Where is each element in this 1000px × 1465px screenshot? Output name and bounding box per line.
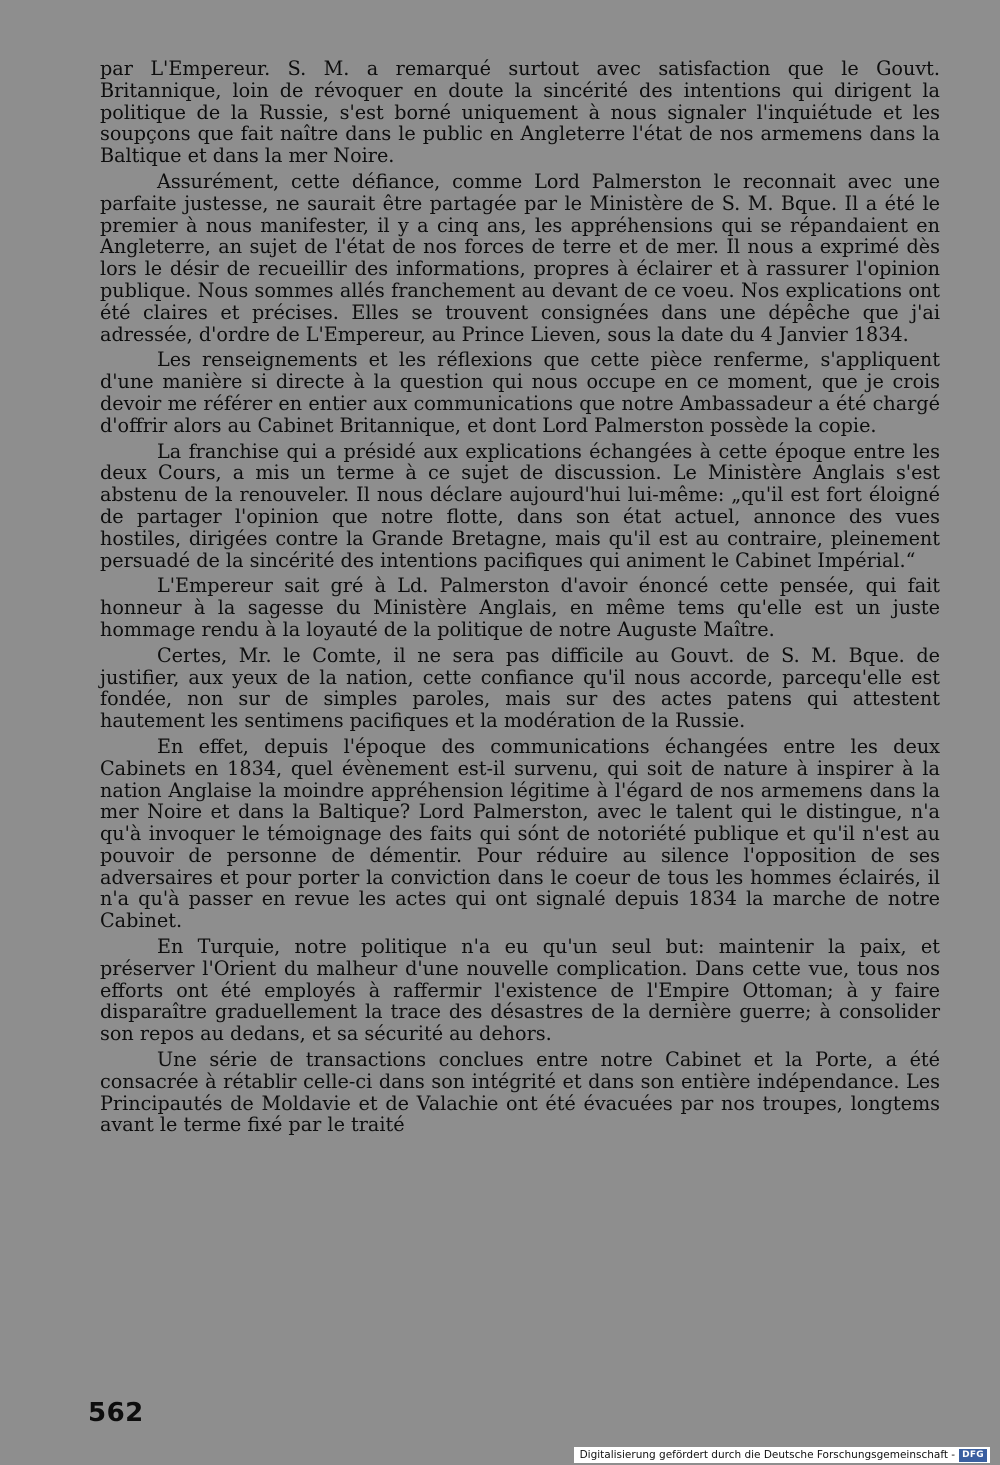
credit-text: Digitalisierung gefördert durch die Deutsche Forschungsgemeinschaft - <box>579 1449 956 1461</box>
body-text <box>100 58 940 1136</box>
page-number: 562 <box>88 1398 144 1428</box>
paragraph: En Turquie, notre politique n'a eu qu'un seul but: maintenir la paix, et préserver l'Orient du malheur d'une nouvelle complication. Dans cette vue, tous nos efforts ont été employés à raffermir l'existence de l'Empire Ottoman; à y faire disparaître graduellement la trace des désastres de la dernière guerre; à consolider son repos au dedans, et sa sécurité au dehors. <box>100 935 940 1046</box>
paragraph: par L'Empereur. S. M. a remarqué surtout avec satisfaction que le Gouvt. Britannique, loin de révoquer en doute la sincérité des intentions qui dirigent la politique de la Russie, s'est borné uniquement à nous signaler l'inquiétude et les soupçons que fait naître dans le public en Angleterre l'état de nos armemens dans la Baltique et dans la mer Noire. <box>100 57 940 168</box>
paragraph: Une série de transactions conclues entre notre Cabinet et la Porte, a été consacrée à rétablir celle-ci dans son intégrité et dans son entière indépendance. Les Principautés de Moldavie et de Valachie ont été évacuées par nos troupes, longtems avant le terme fixé par le traité <box>100 1048 940 1137</box>
paragraph: En effet, depuis l'époque des communications échangées entre les deux Cabinets en 1834, quel évènement est-il survenu, qui soit de nature à inspirer à la nation Anglaise la moindre appréhension légitime à l'égard de nos armemens dans la mer Noire et dans la Baltique? Lord Palmerston, avec le talent qui le distingue, n'a qu'à invoquer le témoignage des faits qui sónt de notoriété publique et qu'il n'est au pouvoir de personne de démentir. Pour réduire au silence l'opposition de ses adversaires et pour porter la conviction dans le coeur de tous les hommes éclairés, il n'a qu'à passer en revue les actes qui ont signalé depuis 1834 la marche de notre Cabinet. <box>100 734 940 933</box>
digitization-credit <box>574 1447 990 1463</box>
paragraph: L'Empereur sait gré à Ld. Palmerston d'avoir énoncé cette pensée, qui fait honneur à la sagesse du Ministère Anglais, en même tems qu'elle est un juste hommage rendu à la loyauté de la politique de notre Auguste Maître. <box>100 574 940 641</box>
paragraph: Certes, Mr. le Comte, il ne sera pas difficile au Gouvt. de S. M. Bque. de justifier, aux yeux de la nation, cette confiance qu'il nous accorde, parcequ'elle est fondée, non sur de simples paroles, mais sur des actes patens qui attestent hautement les sentimens pacifiques et la modération de la Russie. <box>100 643 940 733</box>
paragraph: Les renseignements et les réflexions que cette pièce renferme, s'appliquent d'une manière si directe à la question qui nous occupe en ce moment, que je crois devoir me référer en entier aux communications que notre Ambassadeur a été chargé d'offrir alors au Cabinet Britannique, et dont Lord Palmerston possède la copie. <box>100 348 940 437</box>
paragraph: La franchise qui a présidé aux explications échangées à cette époque entre les deux Cours, a mis un terme à ce sujet de discussion. Le Ministère Anglais s'est abstenu de la renouveler. Il nous déclare aujourd'hui lui-même: „qu'il est fort éloigné de partager l'opinion que notre flotte, dans son état actuel, annonce des vues hostiles, dirigées contre la Grande Bretagne, mais qu'il est au contraire, pleinement persuadé de la sincérité des intentions pacifiques qui animent le Cabinet Impérial.“ <box>100 439 940 572</box>
paragraph: Assurément, cette défiance, comme Lord Palmerston le reconnait avec une parfaite justesse, ne saurait être partagée par le Ministère de S. M. Bque. Il a été le premier à nous manifester, il y a cinq ans, les appréhensions qui se répandaient en Angleterre, an sujet de l'état de nos forces de terre et de mer. Il nous a exprimé dès lors le désir de recueillir des informations, propres à éclairer et à rassurer l'opinion publique. Nous sommes allés franchement au devant de ce voeu. Nos explications ont été claires et précises. Elles se trouvent consignées dans une dépêche que j'ai adressée, d'ordre de L'Empereur, au Prince Lieven, sous la date du 4 Janvier 1834. <box>100 169 940 346</box>
dfg-logo-icon: DFG <box>959 1449 987 1462</box>
